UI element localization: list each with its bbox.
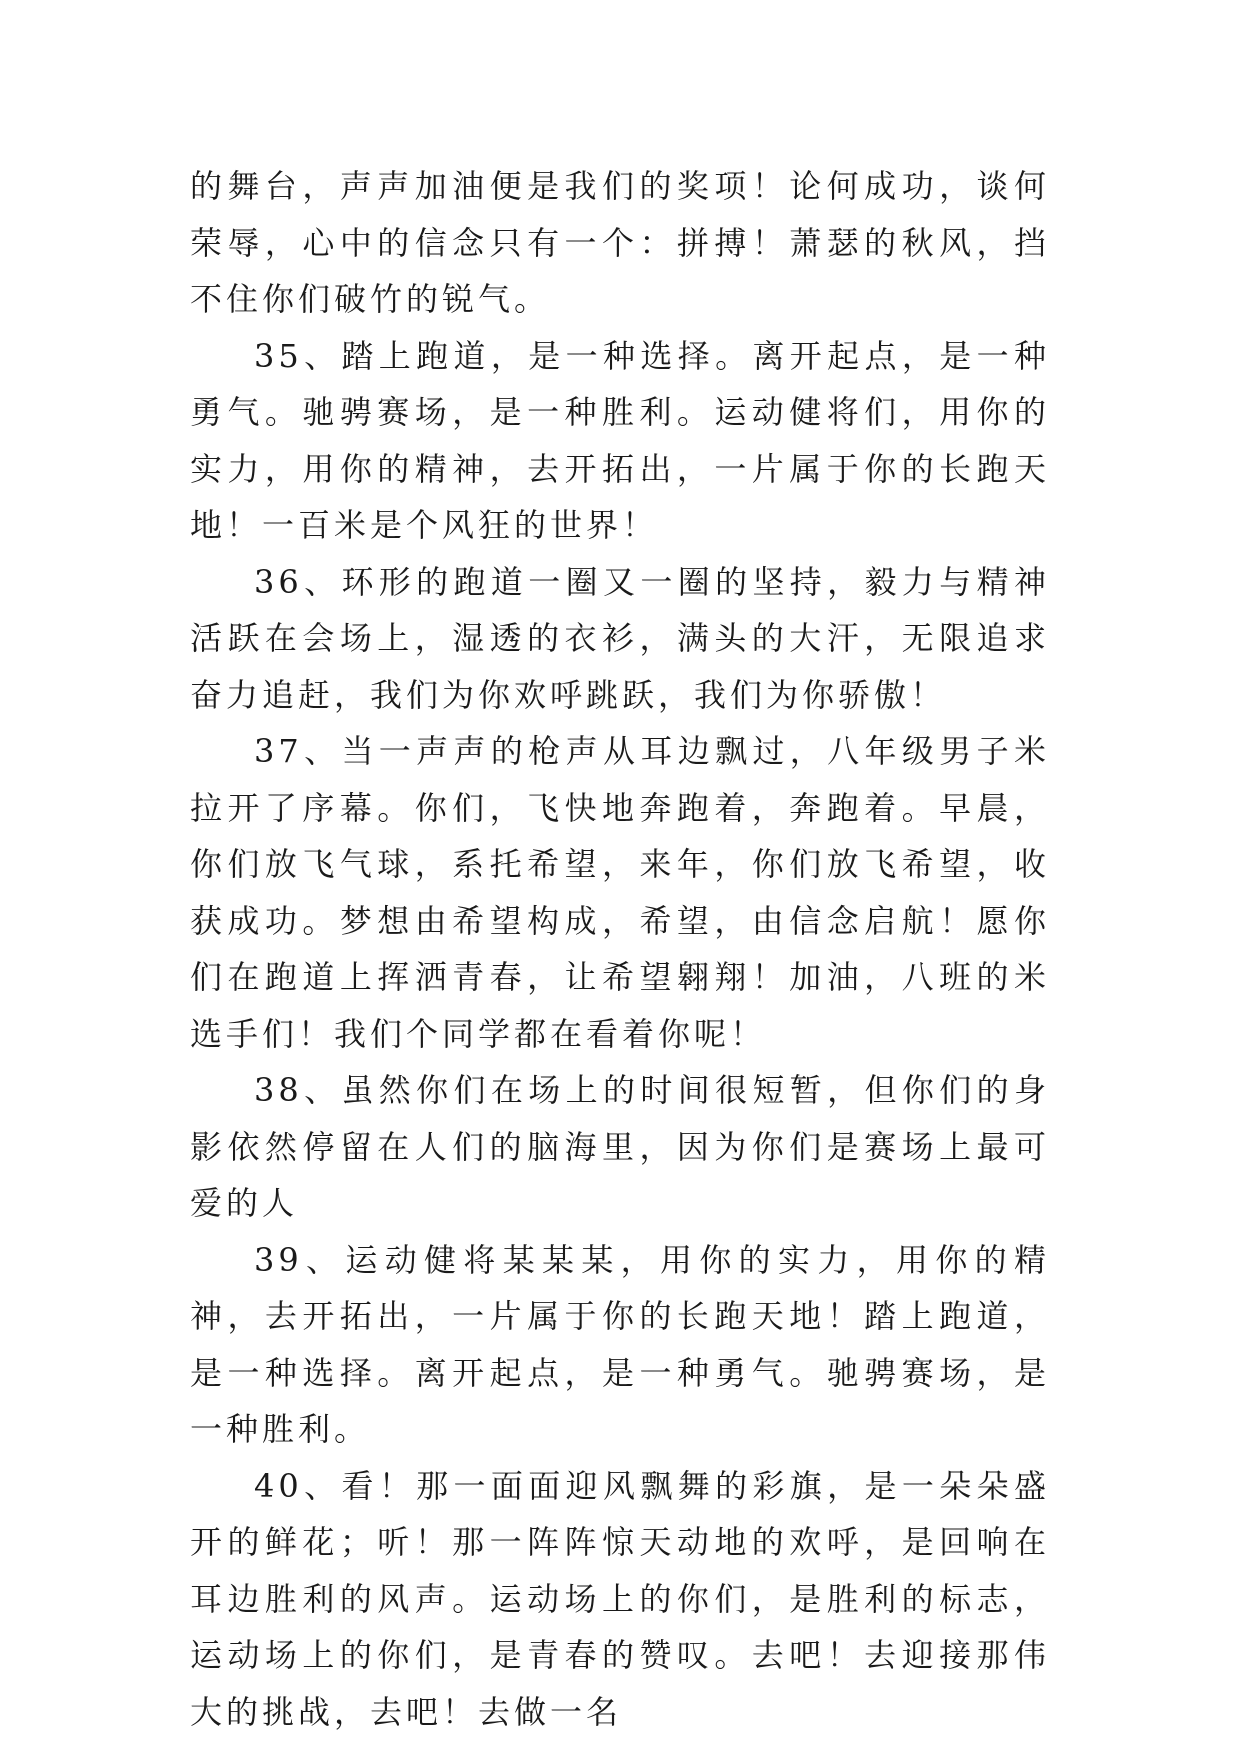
paragraph-39: 39、运动健将某某某，用你的实力，用你的精神，去开拓出，一片属于你的长跑天地！踏上跑道，是一种选择。离开起点，是一种勇气。驰骋赛场，是一种胜利。: [190, 1240, 1050, 1448]
paragraph-40: 40、看！那一面面迎风飘舞的彩旗，是一朵朵盛开的鲜花；听！那一阵阵惊天动地的欢呼，是回响在耳边胜利的风声。运动场上的你们，是胜利的标志，运动场上的你们，是青春的赞叹。去吧！去迎接那伟大的挑战，去吧！去做一名: [190, 1466, 1050, 1731]
paragraph-37: 37、当一声声的枪声从耳边飘过，八年级男子米拉开了序幕。你们，飞快地奔跑着，奔跑着。早晨，你们放飞气球，系托希望，来年，你们放飞希望，收获成功。梦想由希望构成，希望，由信念启航！愿你们在跑道上挥洒青春，让希望翱翔！加油，八班的米选手们！我们个同学都在看着你呢！: [190, 732, 1050, 1053]
paragraph-continuation: 的舞台，声声加油便是我们的奖项！论何成功，谈何荣辱，心中的信念只有一个：拼搏！萧瑟的秋风，挡不住你们破竹的锐气。: [190, 167, 1050, 318]
document-body: [190, 158, 1050, 1740]
paragraph-38: 38、虽然你们在场上的时间很短暂，但你们的身影依然停留在人们的脑海里，因为你们是赛场上最可爱的人: [190, 1071, 1050, 1222]
paragraph-36: 36、环形的跑道一圈又一圈的坚持，毅力与精神活跃在会场上，湿透的衣衫，满头的大汗，无限追求奋力追赶，我们为你欢呼跳跃，我们为你骄傲！: [190, 562, 1050, 714]
paragraph-35: 35、踏上跑道，是一种选择。离开起点，是一种勇气。驰骋赛场，是一种胜利。运动健将们，用你的实力，用你的精神，去开拓出，一片属于你的长跑天地！一百米是个风狂的世界！: [190, 336, 1050, 544]
